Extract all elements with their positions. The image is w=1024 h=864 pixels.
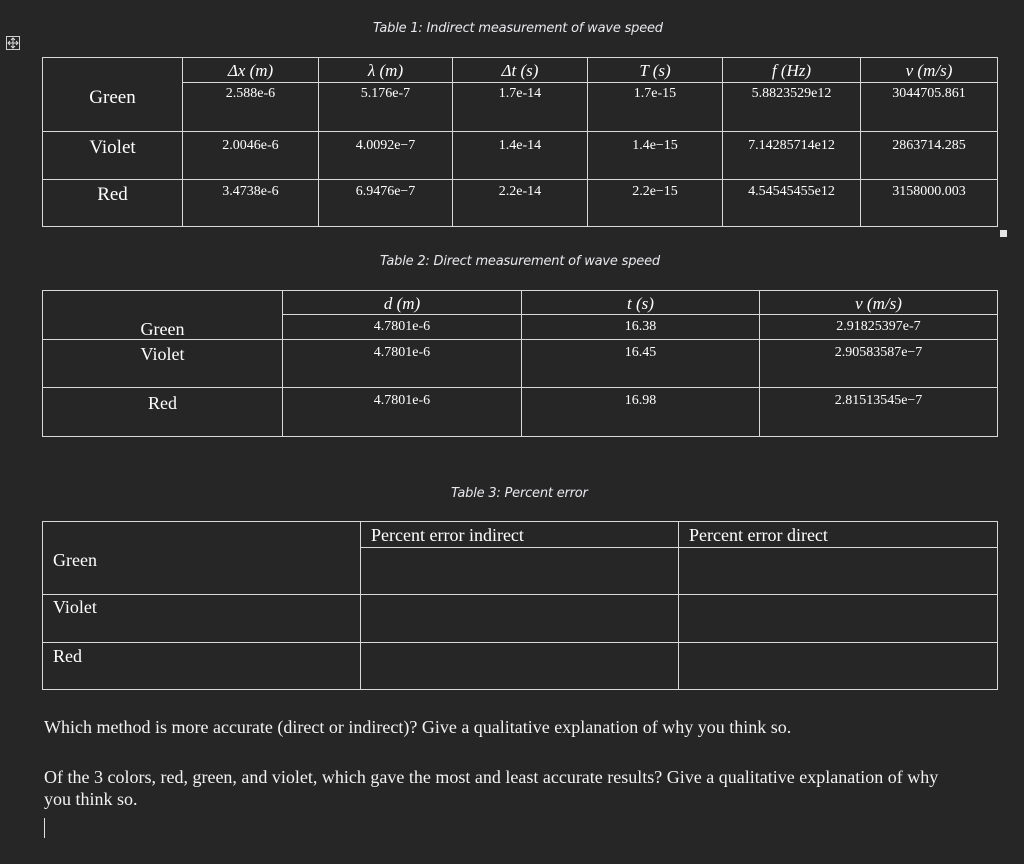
table-cell[interactable]: [43, 522, 361, 595]
row-label-red: Red: [148, 393, 177, 413]
table-cell[interactable]: [522, 315, 760, 340]
table-cell[interactable]: [319, 180, 453, 227]
table-cell[interactable]: [43, 132, 183, 180]
table-cell[interactable]: [723, 132, 861, 180]
cell-value: 4.7801e-6: [373, 345, 431, 360]
table-resize-handle[interactable]: [1000, 230, 1007, 237]
table-cell[interactable]: [861, 132, 998, 180]
cell-value: 4.7801e-6: [373, 319, 431, 334]
header-velocity: v (m/s): [905, 61, 953, 80]
header-lambda: λ (m): [367, 61, 404, 80]
question-color-accuracy[interactable]: Of the 3 colors, red, green, and violet, which gave the most and least accurate results? Give a qualitative explanation of why you think so.: [44, 767, 939, 809]
cell-value: 5.8823529e12: [751, 86, 832, 101]
table-cell[interactable]: [679, 643, 998, 690]
table-cell[interactable]: [43, 388, 283, 437]
row-label-green: Green: [89, 87, 136, 108]
cell-value: 2863714.285: [892, 138, 966, 153]
header-period: T (s): [639, 61, 671, 80]
table-cell[interactable]: [679, 595, 998, 643]
cell-value: 16.45: [624, 345, 657, 360]
table-header[interactable]: [453, 58, 588, 83]
cell-value: 4.54545455e12: [748, 184, 835, 199]
table-header[interactable]: [861, 58, 998, 83]
table-cell[interactable]: [760, 340, 998, 388]
table-cell[interactable]: [283, 340, 522, 388]
table2-caption: Table 2: Direct measurement of wave speed: [380, 254, 660, 269]
direct-measurement-table[interactable]: [42, 290, 998, 437]
cell-value: 16.38: [624, 319, 657, 334]
table-header[interactable]: [522, 291, 760, 315]
table-cell[interactable]: [522, 388, 760, 437]
table-header[interactable]: [361, 522, 679, 548]
table-header[interactable]: [760, 291, 998, 315]
table-cell[interactable]: [861, 180, 998, 227]
cell-value: 16.98: [624, 393, 657, 408]
table-cell[interactable]: [43, 291, 283, 340]
header-velocity: v (m/s): [855, 294, 902, 313]
table-cell[interactable]: [361, 643, 679, 690]
row-label-violet: Violet: [140, 344, 185, 364]
cell-value: 2.91825397e-7: [836, 319, 921, 334]
cell-value: 3.4738e-6: [222, 184, 279, 199]
table-cell[interactable]: [43, 340, 283, 388]
cell-value: 1.4e-14: [498, 138, 542, 153]
cell-value: 2.0046e-6: [222, 138, 279, 153]
cell-value: 2.588e-6: [225, 86, 276, 101]
cell-value: 1.7e-14: [498, 86, 542, 101]
cell-value: 1.7e-15: [633, 86, 677, 101]
cell-value: 3044705.861: [892, 86, 966, 101]
table-cell[interactable]: [588, 132, 723, 180]
table-cell[interactable]: [861, 83, 998, 132]
table-header[interactable]: [183, 58, 319, 83]
move-arrows-icon: [7, 37, 19, 49]
table-cell[interactable]: [183, 180, 319, 227]
percent-error-table[interactable]: [42, 521, 998, 690]
header-frequency: f (Hz): [771, 61, 812, 80]
table-header[interactable]: [319, 58, 453, 83]
header-percent-error-indirect: Percent error indirect: [371, 525, 524, 545]
cell-value: 2.90583587e−7: [834, 345, 923, 360]
table-cell[interactable]: [43, 643, 361, 690]
cell-value: 2.81513545e−7: [834, 393, 923, 408]
cell-value: 2.2e−15: [632, 184, 678, 199]
table-cell[interactable]: [588, 83, 723, 132]
table-cell[interactable]: [453, 180, 588, 227]
header-delta-t: Δt (s): [501, 61, 539, 80]
table-cell[interactable]: [453, 83, 588, 132]
cell-value: 4.7801e-6: [373, 393, 431, 408]
table-cell[interactable]: [43, 180, 183, 227]
table-header[interactable]: [679, 522, 998, 548]
table-cell[interactable]: [679, 548, 998, 595]
table-cell[interactable]: [319, 83, 453, 132]
table3-caption: Table 3: Percent error: [451, 486, 588, 501]
row-label-red: Red: [53, 646, 82, 666]
row-label-red: Red: [97, 184, 128, 205]
cell-value: 3158000.003: [892, 184, 966, 199]
row-label-violet: Violet: [89, 137, 136, 158]
cell-value: 1.4e−15: [632, 138, 678, 153]
table-cell[interactable]: [183, 83, 319, 132]
cell-value: 2.2e-14: [498, 184, 542, 199]
table-cell[interactable]: [522, 340, 760, 388]
table-cell[interactable]: [43, 58, 183, 132]
table-cell[interactable]: [319, 132, 453, 180]
table1-caption: Table 1: Indirect measurement of wave speed: [373, 21, 663, 36]
table-header[interactable]: [723, 58, 861, 83]
table-cell[interactable]: [588, 180, 723, 227]
cell-value: 5.176e-7: [360, 86, 411, 101]
table-cell[interactable]: [723, 180, 861, 227]
table-header[interactable]: [588, 58, 723, 83]
table-cell[interactable]: [43, 595, 361, 643]
row-label-green: Green: [140, 319, 185, 339]
table-header[interactable]: [283, 291, 522, 315]
header-distance: d (m): [383, 294, 421, 313]
table-move-handle[interactable]: [6, 36, 20, 50]
cell-value: 6.9476e−7: [355, 184, 416, 199]
question-accuracy-method[interactable]: Which method is more accurate (direct or indirect)? Give a qualitative explanation of why you think so.: [44, 717, 792, 737]
table-cell[interactable]: [361, 595, 679, 643]
text-cursor: [44, 818, 45, 838]
header-delta-x: Δx (m): [227, 61, 274, 80]
header-percent-error-direct: Percent error direct: [689, 525, 828, 545]
table-cell[interactable]: [760, 315, 998, 340]
row-label-green: Green: [53, 550, 97, 570]
header-time: t (s): [627, 294, 654, 313]
table-cell[interactable]: [183, 132, 319, 180]
row-label-violet: Violet: [53, 597, 97, 617]
table-cell[interactable]: [283, 315, 522, 340]
indirect-measurement-table[interactable]: [42, 57, 998, 227]
table-cell[interactable]: [760, 388, 998, 437]
table-cell[interactable]: [361, 548, 679, 595]
cell-value: 7.14285714e12: [748, 138, 835, 153]
table-cell[interactable]: [283, 388, 522, 437]
cell-value: 4.0092e−7: [355, 138, 416, 153]
table-cell[interactable]: [453, 132, 588, 180]
table-cell[interactable]: [723, 83, 861, 132]
